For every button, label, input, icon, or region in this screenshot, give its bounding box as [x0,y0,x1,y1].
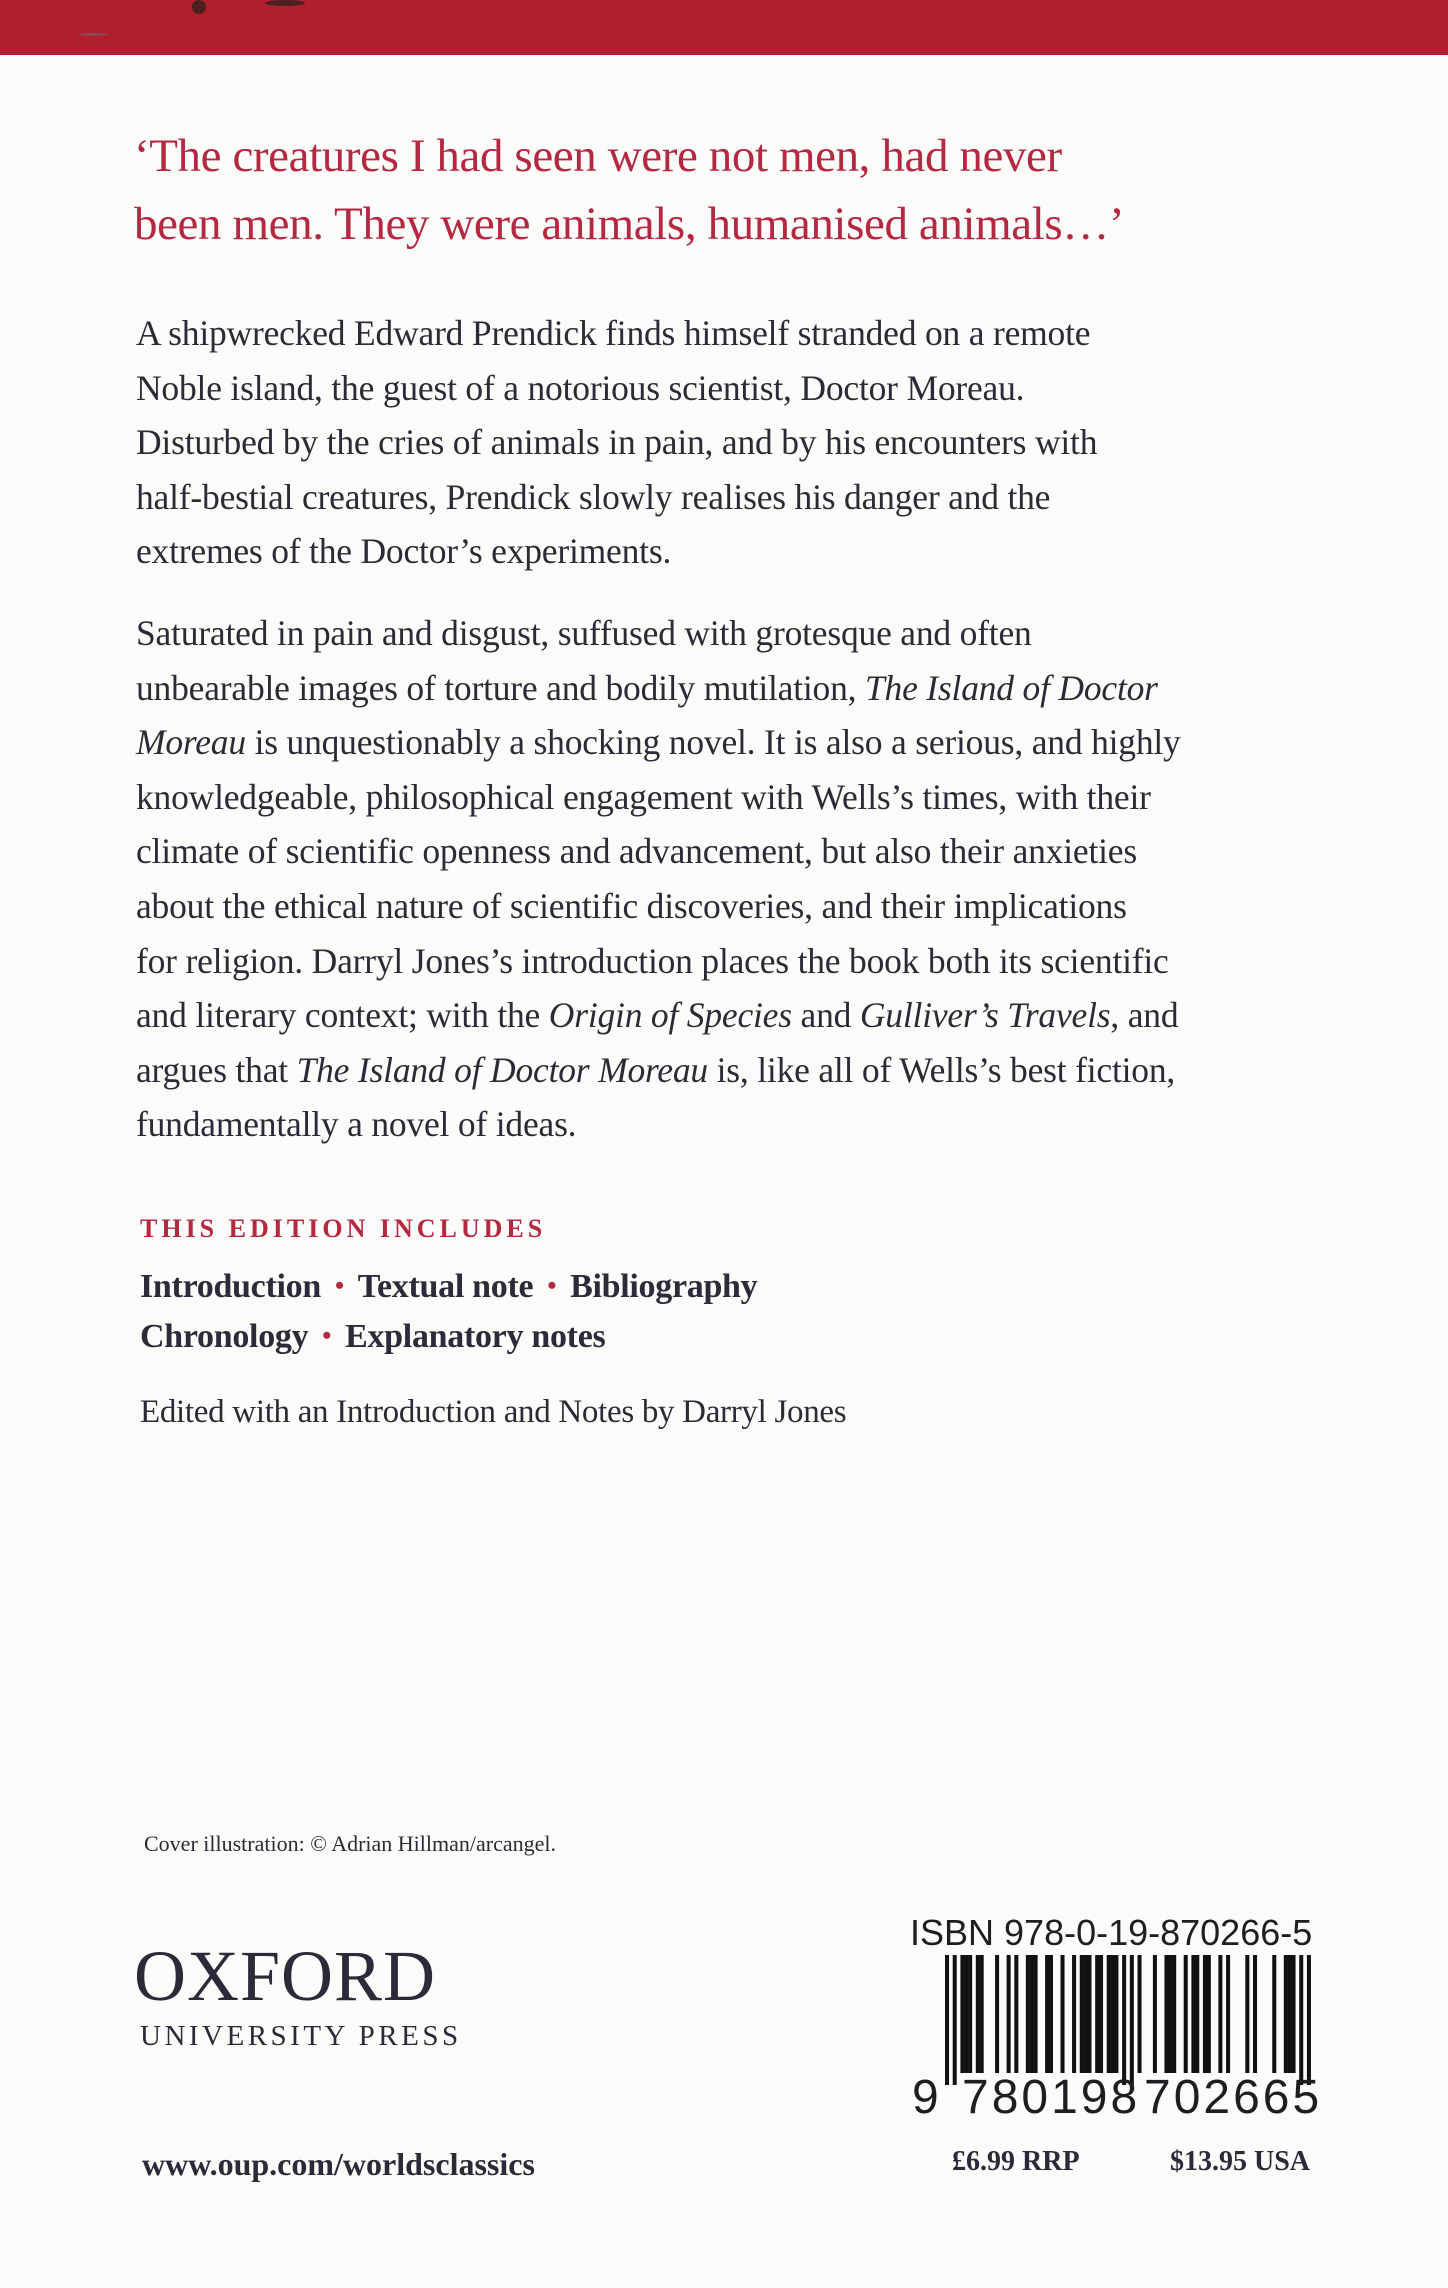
barcode-bar [1080,1955,1084,2073]
book-title-italic: Moreau [136,722,246,763]
barcode-bar [1195,1955,1199,2073]
barcode-bar [1111,1955,1115,2073]
barcode-bar [1272,1955,1276,2073]
barcode-bar [1307,1955,1311,2085]
feature-item: Chronology [140,1318,309,1355]
blurb-line [136,1097,1181,1152]
blurb-line [136,1043,1181,1098]
feature-item: Introduction [140,1268,321,1305]
barcode-bar [1191,1955,1195,2073]
barcode-bar [1164,1955,1168,2073]
barcode-bar [1026,1955,1030,2073]
text-segment: knowledgeable, philosophical engagement with Wells’s times, with their [136,776,1151,817]
feature-row-2 [140,1318,605,1356]
blurb-line [136,715,1181,770]
barcode-digit-first: 9 [912,2071,939,2124]
text-segment: extremes of the Doctor’s experiments. [136,531,672,572]
barcode-bar [1007,1955,1011,2073]
edition-includes-heading: THIS EDITION INCLUDES [140,1214,547,1243]
barcode-bar [1299,1955,1303,2085]
barcode-bar [1207,1955,1211,2073]
barcode-bar [1061,1955,1065,2073]
quote-line: ‘The creatures I had seen were not men, had never [134,130,1062,182]
barcode-bar [1245,1955,1249,2073]
barcode-bar [1218,1955,1222,2073]
publisher-url: www.oup.com/worldsclassics [142,2146,535,2182]
text-segment: Noble island, the guest of a notorious scientist, Doctor Moreau. [136,367,1025,408]
barcode-bar [1095,1955,1099,2073]
barcode-bar [1226,1955,1230,2073]
blurb-line [136,770,1181,825]
text-segment: half-bestial creatures, Prendick slowly realises his danger and the [136,476,1051,517]
barcode-bar [1107,1955,1111,2073]
barcode-bar [1014,1955,1018,2073]
blurb-line [136,934,1181,989]
barcode-digits-right: 702665 [1144,2071,1323,2124]
blurb-line [136,524,1097,579]
barcode-bar [964,1955,968,2073]
text-segment: , and [1110,995,1179,1036]
barcode-bar [976,1955,980,2073]
barcode-bar [1087,1955,1091,2073]
quote-line: been men. They were animals, humanised animals…’ [134,198,1125,250]
text-segment: Disturbed by the cries of animals in pain, and by his encounters with [136,422,1098,463]
book-title-italic: The Island of Doctor [864,667,1158,708]
barcode-bar [1114,1955,1118,2073]
barcode-bar [1138,1955,1142,2073]
barcode-bar [1253,1955,1257,2073]
text-segment: and [791,995,860,1036]
blurb-paragraph-2 [136,606,1181,1152]
blurb-line [136,470,1097,525]
text-segment: climate of scientific openness and advancement, but also their anxieties [136,831,1137,872]
barcode-bar [1153,1955,1157,2073]
barcode-bar [1099,1955,1103,2073]
illustration-fragment [78,33,108,36]
barcode-bar [1122,1955,1126,2085]
book-title-italic: Gulliver’s Travels [859,995,1111,1036]
barcode-bar [1072,1955,1076,2073]
text-segment: is unquestionably a shocking novel. It is also a serious, and highly [245,722,1181,763]
blurb-line [136,306,1097,361]
barcode-bar [1203,1955,1207,2073]
feature-row-1 [140,1268,757,1306]
price-uk: £6.99 RRP [952,2146,1080,2177]
barcode-digits-left: 780198 [962,2071,1141,2124]
blurb-line [136,361,1097,416]
feature-item: Bibliography [570,1268,758,1305]
blurb-line [136,824,1181,879]
barcode-bar [968,1955,972,2073]
blurb-paragraph-1 [136,306,1097,579]
barcode-bar [1168,1955,1172,2073]
cover-art-band [0,0,1448,55]
barcode-bar [1034,1955,1038,2073]
text-segment: unbearable images of torture and bodily mutilation, [136,667,865,708]
text-segment: Saturated in pain and disgust, suffused with grotesque and often [136,613,1032,653]
publisher-logo-oxford: OXFORD [134,1936,437,2016]
barcode-bar [1030,1955,1034,2073]
text-segment: is, like all of Wells’s best fiction, [707,1049,1176,1090]
illustration-fragment [192,0,206,14]
blurb-line [136,879,1181,934]
barcode-bar [1184,1955,1188,2073]
text-segment: fundamentally a novel of ideas. [136,1104,577,1145]
illustration-fragment [265,0,305,6]
text-segment: and literary context; with the [136,995,549,1036]
cover-illustration-credit: Cover illustration: © Adrian Hillman/arcangel. [144,1831,557,1856]
barcode-bar [960,1955,964,2073]
barcode-bar [1288,1955,1292,2073]
bullet-separator: • [334,1271,344,1300]
barcode-bar [1292,1955,1296,2073]
text-segment: about the ethical nature of scientific discoveries, and their implications [136,885,1127,926]
barcode-bar [953,1955,957,2085]
feature-item: Textual note [357,1268,534,1305]
barcode-bar [1130,1955,1134,2085]
text-segment: A shipwrecked Edward Prendick finds himself stranded on a remote [136,313,1091,353]
blurb-line [136,988,1181,1043]
pull-quote [134,122,1124,258]
barcode-bar [1045,1955,1049,2073]
blurb-line [136,415,1097,470]
barcode-bar [1049,1955,1053,2073]
barcode-bar [1172,1955,1176,2073]
isbn-label: ISBN 978-0-19-870266-5 [910,1912,1313,1953]
barcode-bar [1284,1955,1288,2073]
bullet-separator: • [322,1321,332,1350]
price-us: $13.95 USA [1170,2146,1311,2177]
barcode-bar [980,1955,984,2073]
barcode-bar [945,1955,949,2085]
blurb-line [136,661,1181,716]
book-title-italic: Origin of Species [548,995,792,1036]
barcode-bar [995,1955,999,2073]
feature-item: Explanatory notes [345,1318,606,1355]
editor-credit: Edited with an Introduction and Notes by Darryl Jones [140,1394,847,1430]
barcode-bar [1084,1955,1088,2073]
book-title-italic: The Island of Doctor Moreau [296,1049,708,1090]
text-segment: argues that [136,1049,297,1090]
blurb-line [136,606,1181,661]
text-segment: for religion. Darryl Jones’s introduction places the book both its scientific [136,940,1169,981]
publisher-logo-subtitle: UNIVERSITY PRESS [140,2020,462,2052]
bullet-separator: • [547,1271,557,1300]
